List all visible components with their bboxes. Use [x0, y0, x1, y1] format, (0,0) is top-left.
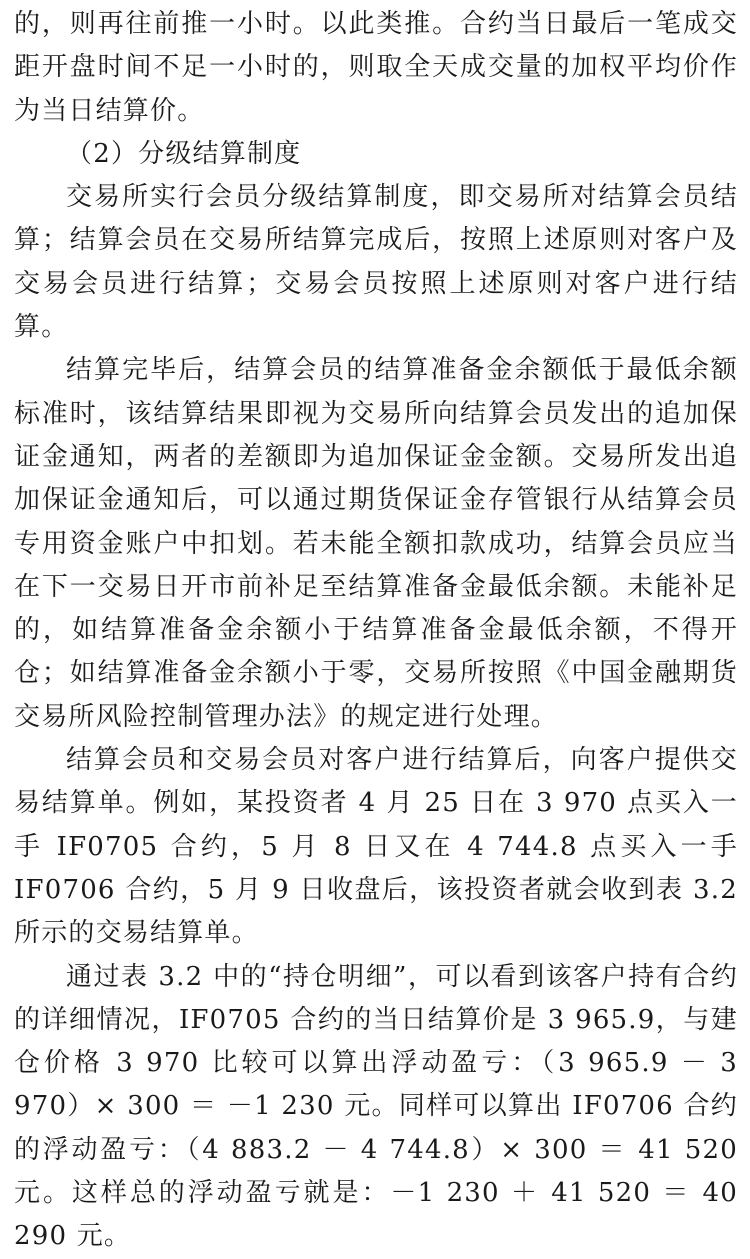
section-heading-tiered-settlement: （2）分级结算制度 [66, 138, 302, 169]
paragraph-floating-pnl-calculation: 通过表 3.2 中的“持仓明细”，可以看到该客户持有合约的详细情况，IF0705 合约的当日结算价是 3 965.9，与建仓价格 3 970 比较可以算出浮动盈亏：（3 965.9 － 3 970）× 300 ＝ －1 230 元。同样可以算出 IF0706 合约的浮动盈亏：（4 883.2 － 4 744.8）× 300 ＝ 41 520 元。这样总的浮动盈亏就是：－1 230 ＋ 41 520 ＝ 40 290 元。 [14, 961, 738, 1252]
paragraph-margin-call: 结算完毕后，结算会员的结算准备金余额低于最低余额标准时，该结算结果即视为交易所向结算会员发出的追加保证金通知，两者的差额即为追加保证金金额。交易所发出追加保证金通知后，可以通过期货保证金存管银行从结算会员专用资金账户中扣划。若未能全额扣款成功，结算会员应当在下一交易日开市前补足至结算准备金最低余额。未能补足的，如结算准备金余额小于结算准备金最低余额，不得开仓；如结算准备金余额小于零，交易所按照《中国金融期货交易所风险控制管理办法》的规定进行处理。 [14, 355, 738, 732]
paragraph-tiered-settlement-system: 交易所实行会员分级结算制度，即交易所对结算会员结算；结算会员在交易所结算完成后，按照上述原则对客户及交易会员进行结算；交易会员按照上述原则对客户进行结算。 [14, 182, 738, 343]
paragraph-settlement-statement-example: 结算会员和交易会员对客户进行结算后，向客户提供交易结算单。例如，某投资者 4 月 25 日在 3 970 点买入一手 IF0705 合约，5 月 8 日又在 4 744.8 点买入一手 IF0706 合约，5 月 9 日收盘后，该投资者就会收到表 3.2 所示的交易结算单。 [14, 745, 738, 949]
paragraph-settlement-price-rule: 的，则再往前推一小时。以此类推。合约当日最后一笔成交距开盘时间不足一小时的，则取全天成交量的加权平均价作为当日结算价。 [14, 9, 738, 126]
